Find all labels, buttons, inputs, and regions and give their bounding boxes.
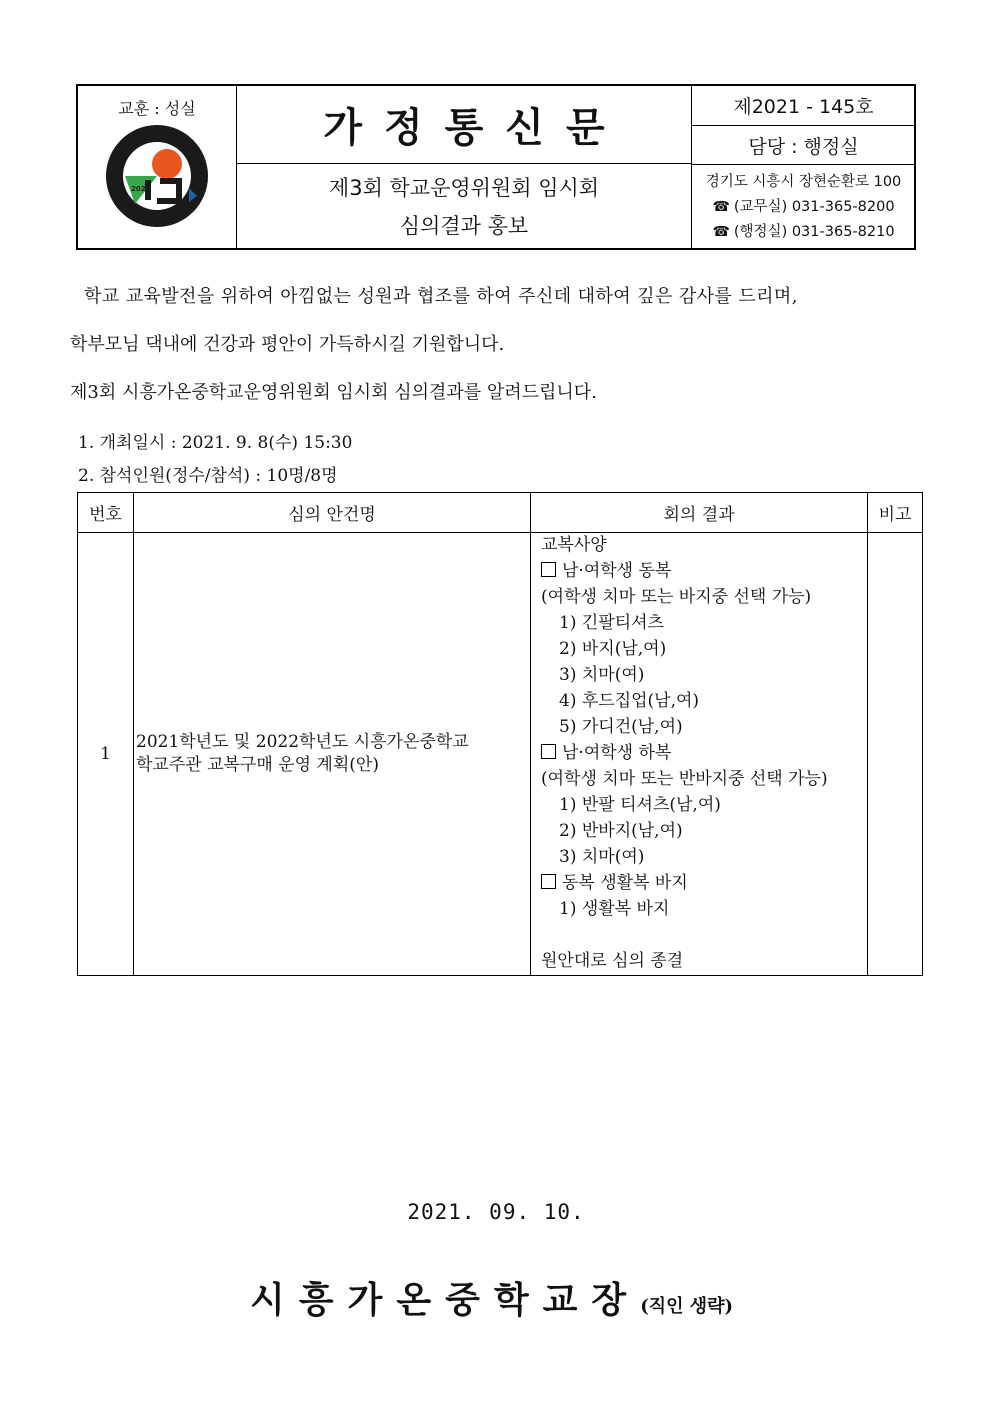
phone-line-2 (692, 220, 915, 245)
result-line-text: 3) 치마(여) (559, 665, 645, 685)
result-line (541, 845, 867, 871)
agenda-cell (134, 533, 531, 976)
agenda-line-1: 2021학년도 및 2022학년도 시흥가온중학교 (136, 732, 469, 752)
principal-title: 시흥가온중학교장 (250, 1280, 641, 1321)
seal-note: (직인 생략) (640, 1296, 734, 1317)
results-table (77, 492, 923, 976)
phone-icon: ☎ (712, 199, 730, 215)
school-address: 경기도 시흥시 장현순환로 100 (705, 174, 902, 190)
result-line (541, 793, 867, 819)
greeting-paragraph-2: 학부모님 댁내에 건강과 평안이 가득하시길 기원합니다. (70, 334, 505, 355)
department: 담당 : 행정실 (692, 126, 915, 165)
result-line-text: 1) 반팔 티셔츠(남,여) (559, 795, 721, 815)
school-motto: 교훈 : 성실 (118, 99, 196, 118)
result-line (541, 767, 867, 793)
principal-signature (250, 1272, 733, 1323)
result-line (541, 585, 867, 611)
agenda-line-2: 학교주관 교복구매 운영 계획(안) (136, 755, 379, 775)
document-number: 제2021 - 145호 (692, 86, 915, 126)
result-line-text: 2) 반바지(남,여) (559, 821, 683, 841)
table-header-row (78, 493, 923, 533)
header-agenda: 심의 안건명 (134, 493, 531, 533)
attendance-count: 2. 참석인원(정수/참석) : 10명/8명 (78, 466, 338, 486)
issue-date: 2021. 09. 10. (407, 1200, 585, 1224)
result-line-text: (여학생 치마 또는 반바지중 선택 가능) (541, 769, 828, 789)
result-line (541, 611, 867, 637)
phone-icon: ☎ (712, 224, 730, 240)
result-line-text: 1) 긴팔티셔츠 (559, 613, 664, 633)
document-title: 가정통신문 (237, 86, 691, 164)
checkbox-square-icon (541, 874, 556, 889)
table-row (78, 533, 923, 976)
result-line-text: 5) 가디건(남,여) (559, 717, 683, 737)
phone-2: (행정실) 031-365-8210 (733, 224, 895, 240)
result-line-text: 3) 치마(여) (559, 847, 645, 867)
result-line (541, 689, 867, 715)
result-line (541, 949, 867, 975)
document-subtitle (237, 165, 691, 248)
header-number: 번호 (78, 493, 134, 533)
meeting-datetime: 1. 개최일시 : 2021. 9. 8(수) 15:30 (78, 433, 353, 453)
result-cell (531, 533, 868, 976)
phone-1: (교무실) 031-365-8200 (733, 199, 895, 215)
result-line-text: 남·여학생 하복 (562, 743, 672, 763)
logo-cell (78, 86, 237, 248)
result-line-text: 1) 생활복 바지 (559, 899, 670, 919)
note-cell (868, 533, 923, 976)
greeting-paragraph-1: 학교 교육발전을 위하여 아낌없는 성원과 협조를 하여 주신데 대하여 깊은 감사를 드리며, (84, 286, 798, 307)
header-note: 비고 (868, 493, 923, 533)
result-line (541, 559, 867, 585)
result-line (541, 715, 867, 741)
result-line (541, 819, 867, 845)
result-line (541, 663, 867, 689)
header-info (691, 86, 915, 248)
result-line (541, 923, 867, 949)
result-line-text: 교복사양 (541, 535, 607, 555)
result-line-text: 4) 후드집업(남,여) (559, 691, 700, 711)
school-logo-icon (105, 124, 209, 228)
logo-year: 2021 (131, 185, 151, 193)
result-line-text: 동복 생활복 바지 (562, 873, 688, 893)
result-line-text: 원안대로 심의 종결 (541, 951, 684, 971)
result-line (541, 533, 867, 559)
subtitle-line-1: 제3회 학교운영위원회 임시회 (328, 175, 600, 200)
contact-block (692, 170, 915, 245)
letter-header (76, 84, 916, 250)
result-line (541, 897, 867, 923)
result-line-text: 남·여학생 동복 (562, 561, 672, 581)
header-result: 회의 결과 (531, 493, 868, 533)
checkbox-square-icon (541, 744, 556, 759)
checkbox-square-icon (541, 562, 556, 577)
result-line (541, 637, 867, 663)
result-line-text: 2) 바지(남,여) (559, 639, 667, 659)
row-number: 1 (78, 533, 134, 976)
notice-paragraph: 제3회 시흥가온중학교운영위원회 임시회 심의결과를 알려드립니다. (70, 382, 597, 403)
result-line (541, 871, 867, 897)
subtitle-line-2: 심의결과 홍보 (399, 213, 529, 238)
phone-line-1 (692, 195, 915, 220)
result-line-text: (여학생 치마 또는 바지중 선택 가능) (541, 587, 812, 607)
result-line (541, 741, 867, 767)
